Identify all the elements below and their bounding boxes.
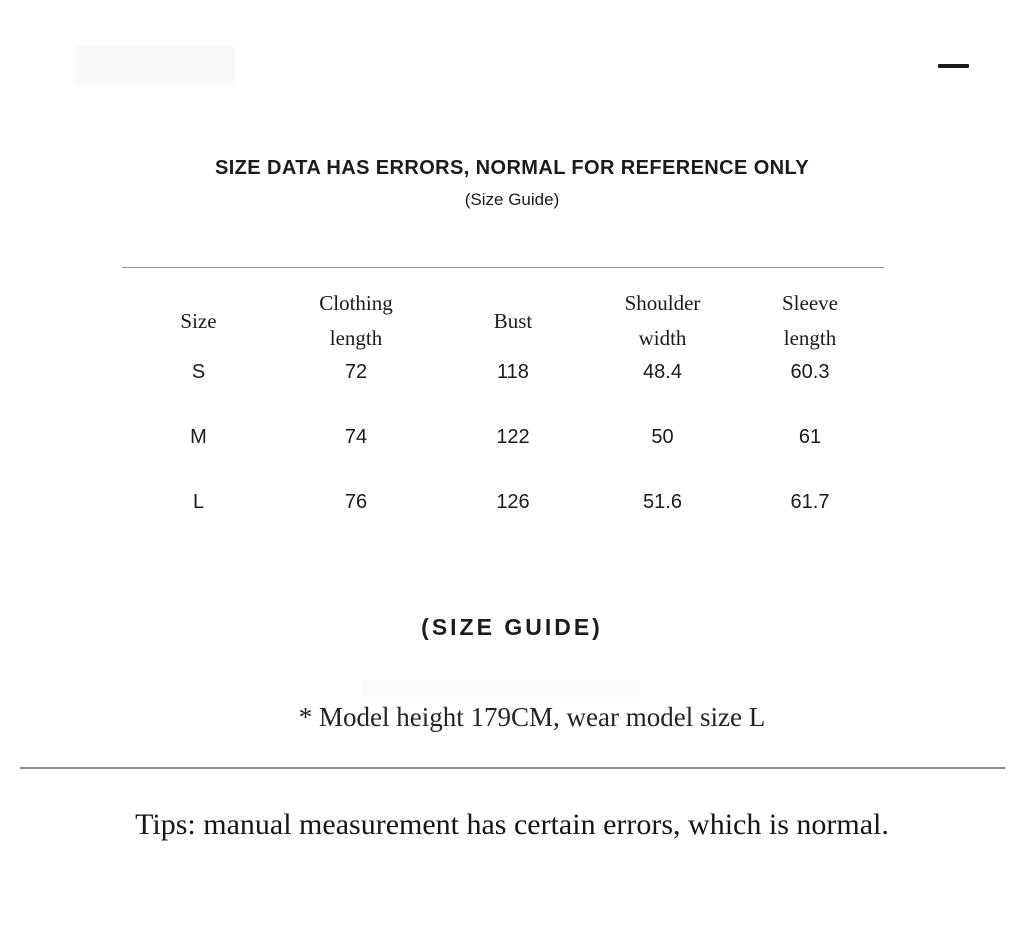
size-guide-heading: (SIZE GUIDE) xyxy=(421,614,603,640)
watermark-remnant xyxy=(75,45,235,87)
watermark-remnant xyxy=(362,680,640,697)
sleeve-length-value: 60.3 xyxy=(790,361,830,383)
horizontal-divider xyxy=(20,767,1005,769)
table-row-size-s xyxy=(122,358,884,386)
sleeve-length-value: 61.7 xyxy=(790,491,830,513)
table-row-size-m xyxy=(122,423,884,451)
shoulder-width-value: 51.6 xyxy=(643,491,682,513)
column-header-size: Size xyxy=(180,308,217,333)
size-label: S xyxy=(191,361,206,383)
column-header-shoulder-width: Shoulder width xyxy=(624,291,701,350)
measurement-tips-text: Tips: manual measurement has certain errors, which is normal. xyxy=(135,808,889,841)
size-table-header-row xyxy=(122,284,884,358)
clothing-length-value: 74 xyxy=(344,426,368,448)
bust-value: 122 xyxy=(496,426,530,448)
column-header-bust: Bust xyxy=(493,308,533,333)
shoulder-width-value: 50 xyxy=(651,426,674,448)
bust-value: 118 xyxy=(497,361,529,383)
column-header-clothing-length: Clothing length xyxy=(319,291,393,350)
size-label: L xyxy=(192,491,205,513)
size-table xyxy=(122,267,884,536)
minimize-dash-icon[interactable] xyxy=(938,64,969,68)
clothing-length-value: 72 xyxy=(344,361,368,383)
table-row-size-l xyxy=(122,488,884,516)
model-height-note: * Model height 179CM, wear model size L xyxy=(298,702,766,732)
column-header-sleeve-length: Sleeve length xyxy=(782,291,838,350)
page-title: SIZE DATA HAS ERRORS, NORMAL FOR REFERENCE ONLY xyxy=(214,157,810,179)
bust-value: 126 xyxy=(496,491,530,513)
clothing-length-value: 76 xyxy=(344,491,368,513)
sleeve-length-value: 61 xyxy=(798,426,822,448)
shoulder-width-value: 48.4 xyxy=(643,361,682,383)
page-subtitle: (Size Guide) xyxy=(464,190,560,209)
size-label: M xyxy=(190,426,207,448)
